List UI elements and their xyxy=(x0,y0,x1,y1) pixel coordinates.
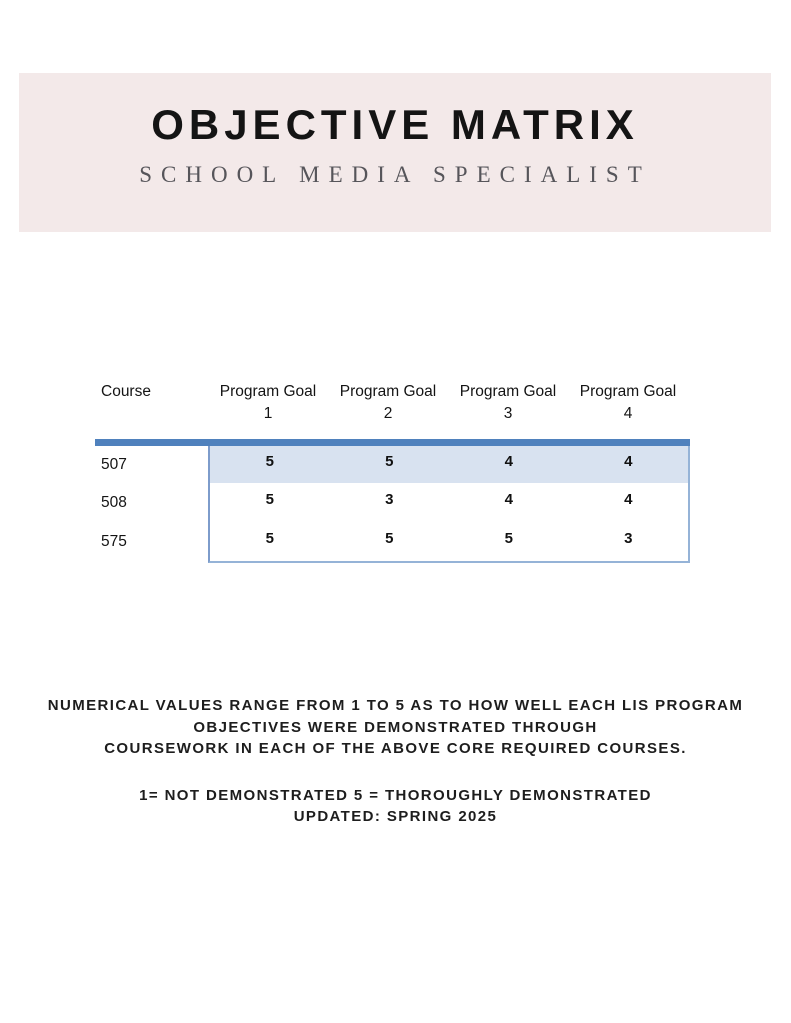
table-body xyxy=(95,446,690,563)
legend-line: UPDATED: SPRING 2025 xyxy=(293,808,498,825)
header-banner xyxy=(19,73,771,232)
note-line: COURSEWORK IN EACH OF THE ABOVE CORE REQUIRED COURSES. xyxy=(104,740,687,757)
table-cell: 4 xyxy=(504,453,513,470)
page-subtitle: SCHOOL MEDIA SPECIALIST xyxy=(139,162,651,187)
column-header-number: 3 xyxy=(503,405,513,422)
column-header-number: 1 xyxy=(263,405,273,422)
table-cell: 4 xyxy=(504,491,513,508)
table-cell: 5 xyxy=(385,530,394,547)
objective-matrix-table xyxy=(95,382,690,563)
course-row-label: 508 xyxy=(101,493,127,511)
column-header-program-goal-3 xyxy=(448,382,568,424)
note-line: OBJECTIVES WERE DEMONSTRATED THROUGH xyxy=(193,718,598,736)
column-header-program-goal-1 xyxy=(208,382,328,424)
table-row xyxy=(210,483,688,522)
page-title: OBJECTIVE MATRIX xyxy=(151,101,639,148)
legend-block xyxy=(0,785,791,828)
table-cell: 3 xyxy=(385,491,394,508)
table-cell: 4 xyxy=(624,453,633,470)
column-header-program-goal-4 xyxy=(568,382,688,424)
course-column xyxy=(95,446,208,563)
column-header-label: Program Goal xyxy=(459,383,557,400)
table-cell: 5 xyxy=(265,530,274,547)
table-cell: 4 xyxy=(624,491,633,508)
table-header-row xyxy=(95,382,690,424)
column-header-label: Program Goal xyxy=(339,383,437,400)
column-header-number: 2 xyxy=(383,405,393,422)
table-data-area xyxy=(208,446,690,563)
table-cell: 5 xyxy=(385,453,394,470)
note-line: NUMERICAL VALUES RANGE FROM 1 TO 5 AS TO HOW WELL EACH LIS PROGRAM xyxy=(47,697,744,714)
legend-line: 1= NOT DEMONSTRATED 5 = THOROUGHLY DEMONSTRATED xyxy=(139,786,652,804)
table-cell: 3 xyxy=(624,530,633,547)
course-row-label: 507 xyxy=(101,455,127,473)
table-cell: 5 xyxy=(265,491,274,508)
table-row xyxy=(210,446,688,483)
column-header-course: Course xyxy=(101,383,151,400)
column-header-program-goal-2 xyxy=(328,382,448,424)
table-row xyxy=(210,522,688,561)
table-cell: 5 xyxy=(265,453,274,470)
footer-note xyxy=(0,695,791,828)
column-header-number: 4 xyxy=(623,405,633,422)
column-header-label: Program Goal xyxy=(579,383,677,400)
column-header-label: Program Goal xyxy=(219,383,317,400)
course-row-label: 575 xyxy=(101,532,127,550)
table-cell: 5 xyxy=(504,530,513,547)
